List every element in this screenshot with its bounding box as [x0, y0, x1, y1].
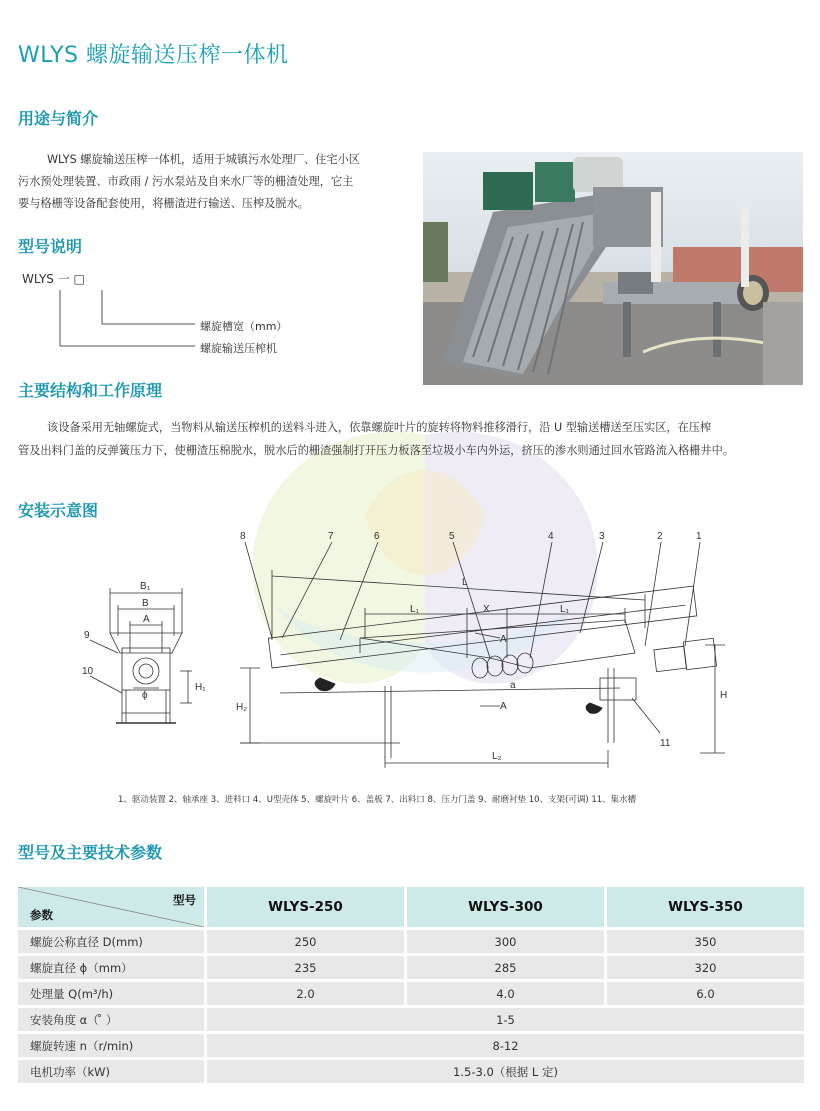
model-name-label: 螺旋输送压榨机	[200, 342, 277, 355]
header-model-1: WLYS-250	[204, 887, 404, 927]
dim-A-side: A	[143, 614, 150, 625]
header-model-label: 型号	[173, 893, 196, 907]
table-row	[18, 1034, 804, 1057]
table-header-row	[18, 887, 804, 927]
table-cell: 235	[204, 956, 404, 979]
callout-2: 2	[657, 531, 663, 542]
dim-H2: H₂	[236, 702, 248, 713]
header-diagonal-cell	[18, 887, 204, 927]
table-row	[18, 1060, 804, 1083]
table-row	[18, 956, 804, 979]
dim-L: L	[462, 577, 468, 588]
dim-B: B	[142, 598, 149, 609]
table-cell: 285	[404, 956, 604, 979]
dim-alpha: a	[510, 680, 516, 691]
structure-heading: 主要结构和工作原理	[18, 381, 163, 400]
table-cell-merged: 1-5	[204, 1008, 804, 1031]
header-model-2: WLYS-300	[404, 887, 604, 927]
params-table	[18, 884, 804, 1086]
table-row	[18, 982, 804, 1005]
structure-line-1: 该设备采用无轴螺旋式，当物料从输送压榨机的送料斗进入，依靠螺旋叶片的旋转将物料推移滑行，沿 U 型输送槽送至压实区，在压榨	[47, 421, 712, 434]
callout-9: 9	[84, 630, 90, 641]
row-label: 螺旋公称直径 D(mm)	[18, 930, 204, 953]
install-heading: 安装示意图	[18, 501, 99, 520]
dim-L2: L₂	[492, 751, 502, 762]
usage-heading: 用途与简介	[18, 109, 99, 128]
side-view	[240, 542, 728, 768]
dim-A-top: A	[500, 634, 507, 645]
callout-10: 10	[82, 666, 94, 677]
structure-line-2: 管及出料门盖的反弹簧压力下，使栅渣压棉脱水，脱水后的栅渣强制打开压力板落至垃圾小车内外运，挤压的渗水则通过回水管路流入格栅井中。	[18, 444, 735, 457]
usage-line-2: 污水预处理装置、市政雨 / 污水泵站及自来水厂等的栅渣处理，它主	[18, 175, 354, 188]
callout-4: 4	[548, 531, 554, 542]
callout-5: 5	[449, 531, 455, 542]
header-param-label: 参数	[30, 908, 53, 922]
table-cell: 320	[604, 956, 804, 979]
row-label: 安装角度 α（ ̊ ）	[18, 1008, 204, 1031]
equipment-photo	[423, 152, 803, 385]
model-code-diagram	[20, 268, 340, 368]
dim-L1-right: L₁	[560, 604, 569, 615]
header-model-3: WLYS-350	[604, 887, 804, 927]
installation-diagram	[60, 528, 810, 808]
end-view	[90, 588, 192, 723]
callout-6: 6	[374, 531, 380, 542]
row-label: 螺旋直径 ϕ（mm）	[18, 956, 204, 979]
dim-A-bottom: A	[500, 701, 507, 712]
usage-line-1: WLYS 螺旋输送压榨一体机，适用于城镇污水处理厂、住宅小区	[47, 153, 360, 166]
table-cell: 350	[604, 930, 804, 953]
usage-line-3: 要与格栅等设备配套使用，将栅渣进行输送、压榨及脱水。	[18, 197, 309, 210]
table-cell-merged: 1.5-3.0（根据 L 定)	[204, 1060, 804, 1083]
table-cell: 4.0	[404, 982, 604, 1005]
dim-X: X	[483, 604, 490, 615]
model-code: WLYS 一 □	[22, 272, 85, 286]
row-label: 螺旋转速 n（r/min)	[18, 1034, 204, 1057]
model-width-label: 螺旋槽宽（mm）	[200, 320, 288, 333]
params-heading: 型号及主要技术参数	[18, 843, 163, 862]
table-cell: 250	[204, 930, 404, 953]
callout-1: 1	[696, 531, 702, 542]
callout-11: 11	[660, 738, 671, 749]
table-cell: 6.0	[604, 982, 804, 1005]
table-cell-merged: 8-12	[204, 1034, 804, 1057]
model-leader-lines	[20, 268, 340, 368]
dim-H: H	[720, 690, 728, 701]
table-cell: 300	[404, 930, 604, 953]
callout-3: 3	[599, 531, 605, 542]
row-label: 电机功率（kW)	[18, 1060, 204, 1083]
dim-L1-left: L₁	[410, 604, 419, 615]
page-title: WLYS 螺旋输送压榨一体机	[18, 43, 289, 68]
install-legend: 1、驱动装置 2、轴承座 3、进料口 4、U型壳体 5、螺旋叶片 6、盖板 7、出料口 8、压力门盖 9、耐磨衬垫 10、支架(可调) 11、集水槽	[118, 795, 637, 805]
row-label: 处理量 Q(m³/h)	[18, 982, 204, 1005]
dim-phi: ϕ	[142, 690, 148, 701]
table-row	[18, 930, 804, 953]
dim-H1: H₁	[195, 682, 206, 693]
dim-B1: B₁	[140, 581, 151, 592]
model-heading: 型号说明	[18, 237, 83, 256]
table-cell: 2.0	[204, 982, 404, 1005]
callout-8: 8	[240, 531, 246, 542]
callout-7: 7	[328, 531, 334, 542]
table-row	[18, 1008, 804, 1031]
